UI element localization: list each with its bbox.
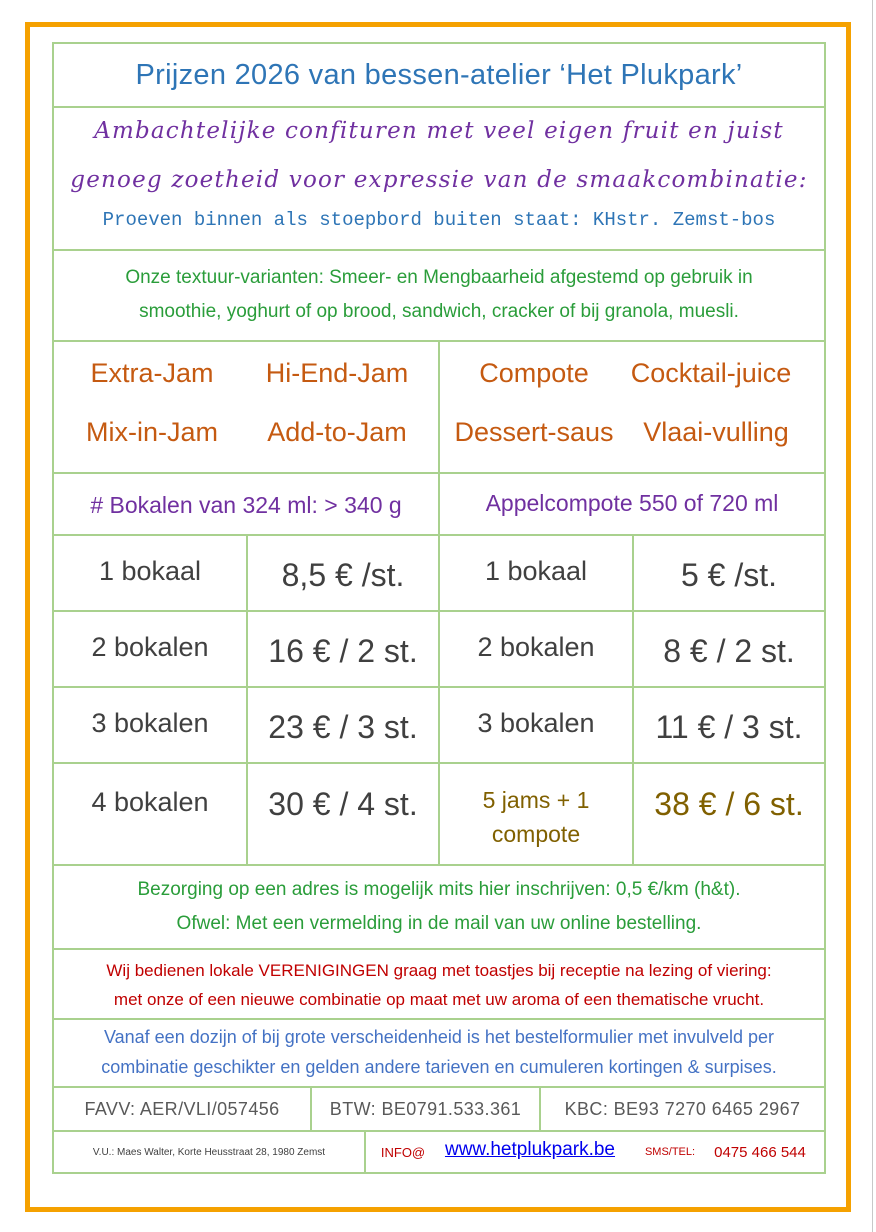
- jam-row1-price: 8,5 € /st.: [281, 556, 405, 593]
- info-label: INFO@: [380, 1144, 426, 1160]
- compote-row1-qty: 1 bokaal: [484, 555, 588, 586]
- compote-row1-price: 5 € /st.: [680, 556, 778, 593]
- compote-header: Appelcompote 550 of 720 ml: [485, 489, 779, 516]
- compote-row2-price: 8 € / 2 st.: [663, 632, 795, 669]
- combo-price: 38 € / 6 st.: [654, 785, 804, 822]
- variant-dessert-saus: Dessert-saus: [454, 416, 614, 447]
- compote-row3-price: 11 € / 3 st.: [655, 708, 803, 745]
- kbc-number: KBC: BE93 7270 6465 2967: [564, 1098, 801, 1119]
- compote-row2-qty: 2 bokalen: [477, 631, 595, 662]
- jam-row3-price: 23 € / 3 st.: [268, 708, 418, 745]
- combo-qty-line2: compote: [491, 820, 581, 847]
- variant-cocktail-juice: Cocktail-juice: [630, 357, 792, 388]
- tagline-line1: Ambachtelijke confituren met veel eigen fruit en juist: [94, 118, 784, 144]
- delivery-line1: Bezorging op een adres is mogelijk mits hier inschrijven: 0,5 €/km (h&t).: [137, 878, 741, 900]
- phone-label: SMS/TEL:: [644, 1146, 696, 1158]
- variant-hi-end-jam: Hi-End-Jam: [265, 357, 409, 388]
- jam-row3-qty: 3 bokalen: [91, 707, 209, 738]
- page-title: Prijzen 2026 van bessen-atelier ‘Het Plukpark’: [135, 58, 743, 91]
- variant-add-to-jam: Add-to-Jam: [267, 416, 407, 447]
- tagline-line2: genoeg zoetheid voor expressie van de smaakcombinatie:: [70, 167, 808, 193]
- combo-qty-line1: 5 jams + 1: [482, 786, 590, 813]
- jam-row2-price: 16 € / 2 st.: [268, 632, 418, 669]
- compote-row3-qty: 3 bokalen: [477, 707, 595, 738]
- variant-vlaai-vulling: Vlaai-vulling: [643, 416, 789, 447]
- texture-line2: smoothie, yoghurt of op brood, sandwich, cracker of bij granola, muesli.: [139, 300, 739, 322]
- tasting-note: Proeven binnen als stoepbord buiten staat: KHstr. Zemst-bos: [102, 209, 776, 231]
- jam-row4-price: 30 € / 4 st.: [268, 785, 418, 822]
- variant-mix-in-jam: Mix-in-Jam: [86, 416, 218, 447]
- website-link[interactable]: www.hetplukpark.be: [444, 1139, 616, 1160]
- bulk-line1: Vanaf een dozijn of bij grote verscheidenheid is het bestelformulier met invulveld per: [103, 1027, 775, 1047]
- publisher: V.U.: Maes Walter, Korte Heusstraat 28, 1980 Zemst: [92, 1146, 326, 1158]
- jam-row4-qty: 4 bokalen: [91, 786, 209, 817]
- btw-number: BTW: BE0791.533.361: [329, 1098, 522, 1119]
- bulk-line2: combinatie geschikter en gelden andere tarieven en cumuleren kortingen & surpises.: [101, 1057, 777, 1077]
- favv-number: FAVV: AER/VLI/057456: [84, 1098, 280, 1119]
- jam-header: # Bokalen van 324 ml: > 340 g: [90, 491, 402, 518]
- associations-line1: Wij bedienen lokale VERENIGINGEN graag met toastjes bij receptie na lezing of viering:: [106, 961, 772, 980]
- jam-row1-qty: 1 bokaal: [98, 555, 202, 586]
- associations-line2: met onze of een nieuwe combinatie op maat met uw aroma of een thematische vrucht.: [113, 990, 765, 1009]
- phone-number[interactable]: 0475 466 544: [714, 1143, 806, 1161]
- variant-extra-jam: Extra-Jam: [90, 357, 214, 388]
- delivery-line2: Ofwel: Met een vermelding in de mail van uw online bestelling.: [176, 912, 702, 934]
- variant-compote: Compote: [479, 357, 589, 388]
- texture-line1: Onze textuur-varianten: Smeer- en Mengbaarheid afgestemd op gebruik in: [125, 266, 753, 288]
- jam-row2-qty: 2 bokalen: [91, 631, 209, 662]
